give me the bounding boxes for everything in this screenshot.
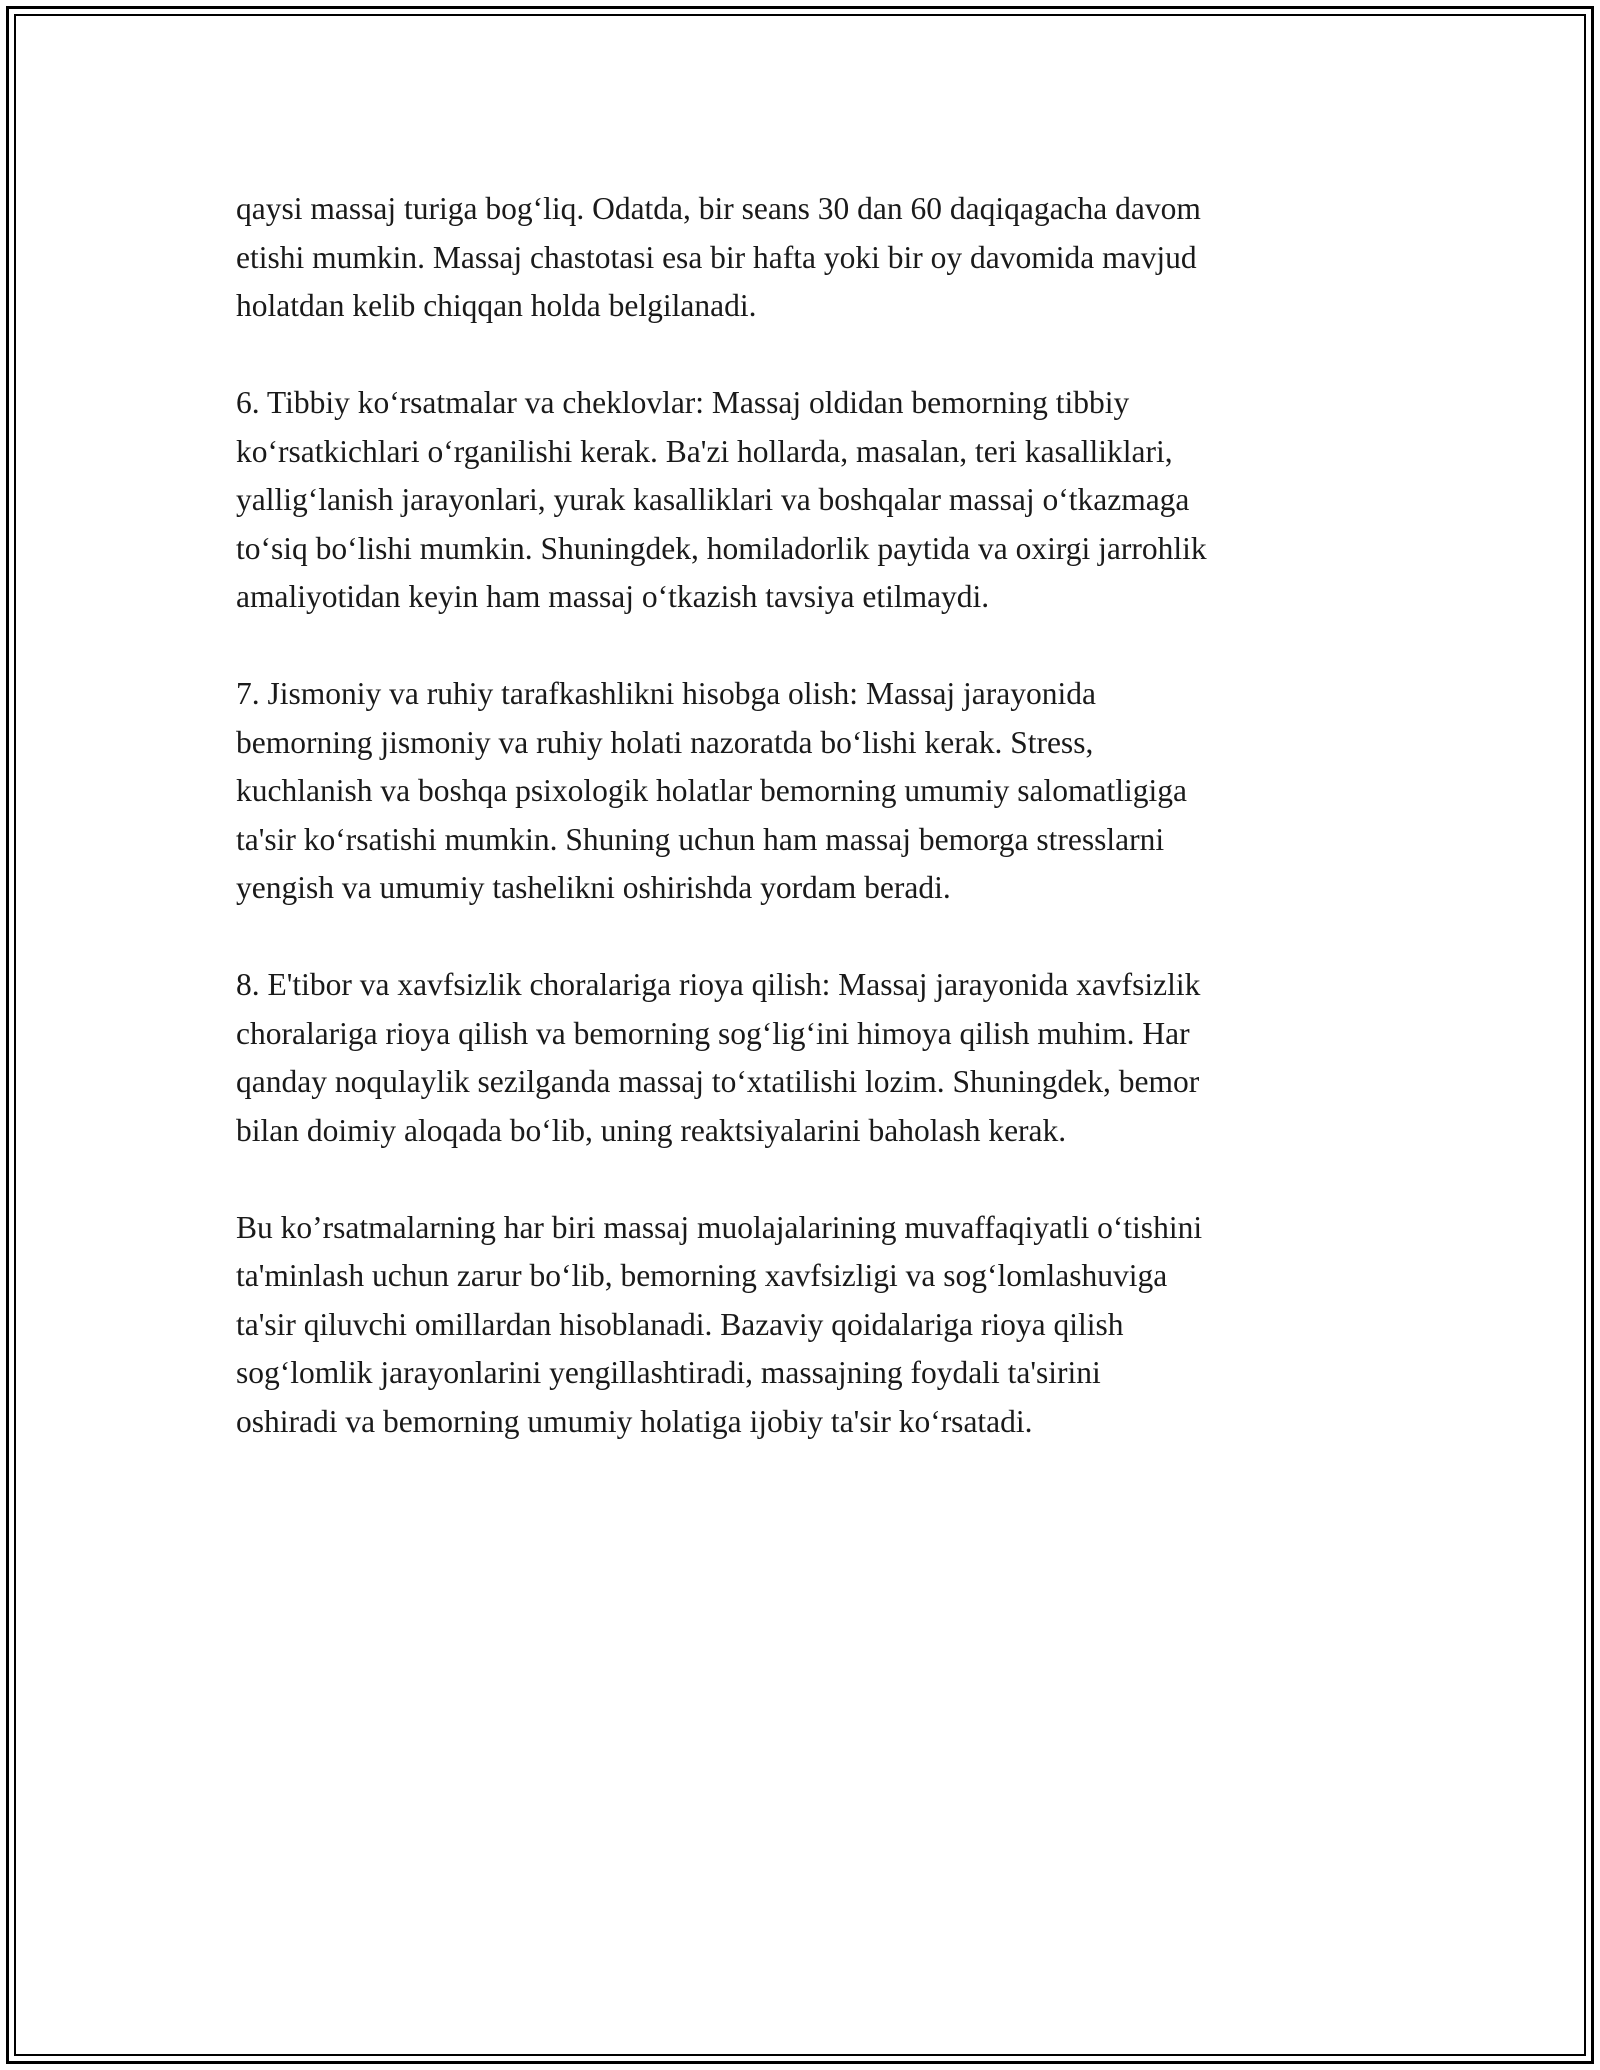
text-line: choralariga rioya qilish va bemorning sog‘lig‘ini himoya qilish muhim. Har [236, 1015, 1190, 1051]
text-line: ta'minlash uchun zarur bo‘lib, bemorning xavfsizligi va sog‘lomlashuviga [236, 1258, 1168, 1293]
paragraph-conclusion [236, 1204, 1376, 1447]
text-line: holatdan kelib chiqqan holda belgilanadi. [236, 288, 757, 323]
paragraph-physical-mental-state [236, 670, 1376, 913]
text-line: 6. Tibbiy ko‘rsatmalar va cheklovlar: Massaj oldidan bemorning tibbiy [236, 385, 1130, 420]
text-line: bemorning jismoniy va ruhiy holati nazoratda bo‘lishi kerak. Stress, [236, 724, 1094, 760]
text-line: oshiradi va bemorning umumiy holatiga ijobiy ta'sir ko‘rsatadi. [236, 1403, 1033, 1439]
text-line: to‘siq bo‘lishi mumkin. Shuningdek, homiladorlik paytida va oxirgi jarrohlik [236, 530, 1207, 566]
text-line: yengish va umumiy tashelikni oshirishda yordam beradi. [236, 870, 951, 905]
document-body [236, 185, 1376, 1495]
text-line: qaysi massaj turiga bog‘liq. Odatda, bir seans 30 dan 60 daqiqagacha davom [236, 191, 1201, 226]
paragraph-medical-indications [236, 379, 1376, 622]
text-line: etishi mumkin. Massaj chastotasi esa bir hafta yoki bir oy davomida mavjud [236, 239, 1197, 275]
paragraph-session-duration [236, 185, 1376, 331]
paragraph-safety-measures [236, 961, 1376, 1155]
text-line: ta'sir qiluvchi omillardan hisoblanadi. Bazaviy qoidalariga rioya qilish [236, 1306, 1124, 1342]
text-line: yallig‘lanish jarayonlari, yurak kasalliklari va boshqalar massaj o‘tkazmaga [236, 482, 1190, 517]
text-line: ta'sir ko‘rsatishi mumkin. Shuning uchun ham massaj bemorga stresslarni [236, 821, 1165, 857]
text-line: qanday noqulaylik sezilganda massaj to‘xtatilishi lozim. Shuningdek, bemor [236, 1064, 1200, 1099]
text-line: 8. E'tibor va xavfsizlik choralariga rioya qilish: Massaj jarayonida xavfsizlik [236, 967, 1201, 1002]
text-line: 7. Jismoniy va ruhiy tarafkashlikni hisobga olish: Massaj jarayonida [236, 676, 1096, 711]
text-line: kuchlanish va boshqa psixologik holatlar bemorning umumiy salomatligiga [236, 773, 1187, 808]
text-line: amaliyotidan keyin ham massaj o‘tkazish tavsiya etilmaydi. [236, 579, 990, 614]
text-line: Bu ko’rsatmalarning har biri massaj muolajalarining muvaffaqiyatli o‘tishini [236, 1209, 1203, 1245]
text-line: sog‘lomlik jarayonlarini yengillashtiradi, massajning foydali ta'sirini [236, 1355, 1101, 1390]
text-line: bilan doimiy aloqada bo‘lib, uning reaktsiyalarini baholash kerak. [236, 1112, 1067, 1148]
text-line: ko‘rsatkichlari o‘rganilishi kerak. Ba'zi hollarda, masalan, teri kasalliklari, [236, 433, 1173, 469]
